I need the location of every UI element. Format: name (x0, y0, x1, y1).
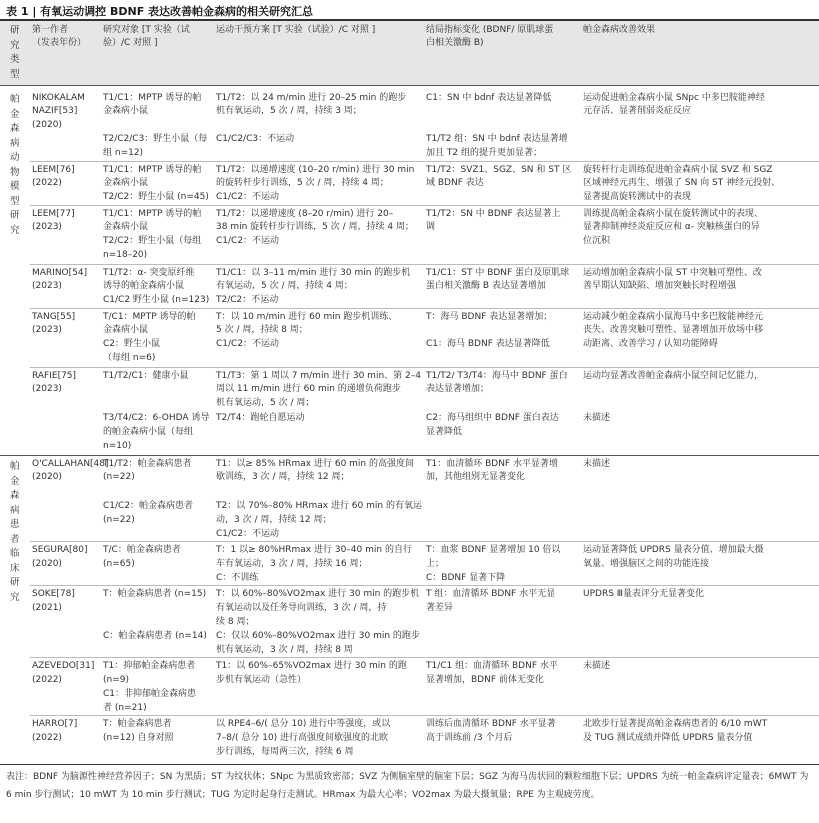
row-effect: 未描述 (583, 459, 611, 469)
row-intervention: T1：以 60%–65%VO2max 进行 30 min 的跑 (216, 661, 407, 671)
row-intervention: 38 min 旋转杆步行训练，5 次 / 周，持续 4 周； (216, 222, 414, 232)
row-intervention: T：1 以≥ 80%HRmax 进行 30–40 min 的自行 (216, 545, 412, 555)
row-separator (30, 264, 819, 265)
row-separator (30, 657, 819, 658)
row-subject: T1：抑郁帕金森病患者 (103, 661, 196, 671)
row-subject: 金森病小鼠 (103, 106, 149, 116)
row-effect: 运动显著降低 UPDRS 量表分值、增加最大摄 (583, 545, 764, 555)
row-author: AZEVEDO[31] (32, 661, 95, 671)
row-intervention: 机有氧运动，3 次 / 周，持续 8 周 (216, 645, 353, 655)
row-separator (30, 367, 819, 368)
row-subject: C1/C2 野生小鼠 (n=123) (103, 295, 210, 305)
row-author: LEEM[76] (32, 165, 75, 175)
row-effect: 区域神经元再生、增强了 SN 向 ST 神经元投射、 (583, 178, 781, 188)
row-author: O'CALLAHAN[48] (32, 459, 109, 469)
row-author: (2022) (32, 178, 62, 188)
row-intervention: C：仅以 60%–80%VO2max 进行 30 min 的跑步 (216, 631, 420, 641)
row-intervention: 步机有氧运动（急性） (216, 675, 307, 685)
row-subject: C1：非抑郁帕金森病患 (103, 689, 197, 699)
row-outcome: C1：海马 BDNF 表达显著降低 (426, 339, 550, 349)
row-intervention: T2/C2：不运动 (216, 295, 279, 305)
row-outcome: C：BDNF 显著下降 (426, 573, 506, 583)
row-subject: T1/C1：MPTP 诱导的帕 (103, 165, 202, 175)
row-intervention: C1/C2：不运动 (216, 236, 280, 246)
row-subject: (n=12) 自身对照 (103, 733, 174, 743)
row-intervention: T2：以 70%–80% HRmax 进行 60 min 的有氧运 (216, 501, 422, 511)
row-subject: (n=22) (103, 515, 135, 525)
row-outcome: 域 BDNF 表达 (426, 178, 484, 188)
row-intervention: 周以 11 m/min 进行 60 min 的递增负荷跑步 (216, 384, 401, 394)
row-effect: 显著提高旋转测试中的表现 (583, 192, 692, 202)
row-author: (2023) (32, 281, 62, 291)
row-author: (2022) (32, 675, 62, 685)
row-intervention: 续 8 周； (216, 617, 255, 627)
row-outcome: T：血浆 BDNF 显著增加 10 倍以 (426, 545, 561, 555)
row-author: NIKOKALAM (32, 93, 85, 103)
row-outcome: 蛋白相关激酶 B 表达显著增加 (426, 281, 546, 291)
row-effect: 运动促进帕金森病小鼠 SNpc 中多巴胺能神经 (583, 93, 765, 103)
row-outcome: T 组：血清循环 BDNF 水平无显 (426, 589, 556, 599)
row-outcome: 著差异 (426, 603, 454, 613)
row-author: HARRO[7] (32, 719, 78, 729)
row-intervention: T：以 10 m/min 进行 60 min 跑步机训练、 (216, 312, 398, 322)
row-intervention: T：以 60%–80%VO2max 进行 30 min 的跑步机 (216, 589, 420, 599)
table-title: 表 1 | 有氧运动调控 BDNF 表达改善帕金森病的相关研究汇总 (6, 5, 314, 18)
row-subject: C2：野生小鼠 (103, 339, 161, 349)
bottom-rule (0, 764, 819, 765)
header-author-2: （发表年份） (32, 38, 87, 48)
row-effect: 运动减少帕金森病小鼠海马中多巴胺能神经元 (583, 312, 764, 322)
row-effect: 氧量、增强脑区之间的功能连接 (583, 559, 710, 569)
row-subject: 诱导的帕金森病小鼠 (103, 281, 185, 291)
row-intervention: T1/T2：以递增速度 (8–20 r/min) 进行 20– (216, 209, 394, 219)
row-subject: C1/C2：帕金森病患者 (103, 501, 194, 511)
header-outcome-1: 结局指标变化 (BDNF/ 原肌球蛋 (426, 25, 554, 35)
row-subject: T1/T2：帕金森病患者 (103, 459, 192, 469)
row-intervention: 机有氧运动，5 次 / 周，持续 3 周； (216, 106, 362, 116)
row-author: (2023) (32, 325, 62, 335)
header-rule (0, 85, 819, 86)
row-separator (30, 715, 819, 716)
row-outcome: 加且 T2 组的提升更加显著； (426, 148, 542, 158)
row-effect: 丧失、改善突触可塑性、显著增加开放场中移 (583, 325, 764, 335)
row-intervention: 5 次 / 周，持续 8 周； (216, 325, 308, 335)
row-effect: 元存活、显著削弱炎症反应 (583, 106, 692, 116)
row-separator (30, 205, 819, 206)
header-author-1: 第一作者 (32, 25, 69, 35)
header-type: 研究类型 (10, 25, 20, 80)
row-subject: n=18–20) (103, 250, 148, 260)
row-subject: T1/T2/C1：健康小鼠 (103, 371, 189, 381)
row-intervention: C1/C2：不运动 (216, 192, 280, 202)
row-effect: 运动均显著改善帕金森病小鼠空间记忆能力， (583, 371, 764, 381)
row-outcome: T：海马 BDNF 表达显著增加； (426, 312, 553, 322)
row-author: (2020) (32, 472, 62, 482)
row-intervention: T1/T3：第 1 周以 7 m/min 进行 30 min、第 2–4 (216, 371, 421, 381)
row-effect: 未描述 (583, 413, 611, 423)
row-subject: T2/C2/C3：野生小鼠（每 (103, 134, 208, 144)
row-effect: 北欧步行显著提高帕金森病患者的 6/10 mWT (583, 719, 768, 729)
row-intervention: 以 RPE4–6/( 总分 10) 进行中等强度，或以 (216, 719, 391, 729)
row-intervention: T1：以≥ 85% HRmax 进行 60 min 的高强度间 (216, 459, 414, 469)
row-effect: 训练提高帕金森病小鼠在旋转测试中的表现、 (583, 209, 764, 219)
row-outcome: T1/C1 组：血清循环 BDNF 水平 (426, 661, 558, 671)
row-effect: 运动增加帕金森病小鼠 ST 中突触可塑性、改 (583, 268, 762, 278)
row-outcome: 显著降低 (426, 427, 463, 437)
row-subject: 组 n=12) (103, 148, 144, 158)
row-intervention: 有氧运动，5 次 / 周，持续 4 周； (216, 281, 353, 291)
group-separator (0, 455, 819, 456)
row-intervention: T2/T4：跑轮自愿运动 (216, 413, 305, 423)
row-outcome: T1/T2：SN 中 BDNF 表达显著上 (426, 209, 561, 219)
row-outcome: 上； (426, 559, 445, 569)
row-author: SEGURA[80] (32, 545, 88, 555)
row-author: RAFIE[75] (32, 371, 77, 381)
row-intervention: 7–8/( 总分 10) 进行高强度间歇强度的北欧 (216, 733, 389, 743)
row-subject: 金森病小鼠 (103, 178, 149, 188)
row-outcome: C2：海马组织中 BDNF 蛋白表达 (426, 413, 559, 423)
header-intervention: 运动干预方案 [T 实验（试验）/C 对照 ] (216, 25, 376, 35)
row-separator (30, 161, 819, 162)
header-outcome-2: 白相关激酶 B) (426, 38, 484, 48)
row-intervention: 歇训练，3 次 / 周，持续 12 周； (216, 472, 350, 482)
row-outcome: C1：SN 中 bdnf 表达显著降低 (426, 93, 552, 103)
row-author: MARINO[54] (32, 268, 88, 278)
row-subject: (n=9) (103, 675, 129, 685)
row-outcome: T1/T2：SVZ1、SGZ、SN 和 ST 区 (426, 165, 572, 175)
row-subject: T：帕金森病患者 (n=15) (103, 589, 207, 599)
row-subject: 金森病小鼠 (103, 325, 149, 335)
row-effect: UPDRS Ⅲ量表评分无显著变化 (583, 589, 704, 599)
row-outcome: 调 (426, 222, 436, 232)
row-intervention: T1/T2：以 24 m/min 进行 20–25 min 的跑步 (216, 93, 407, 103)
row-author: LEEM[77] (32, 209, 75, 219)
row-subject: n=10) (103, 441, 132, 451)
row-author: (2022) (32, 733, 62, 743)
row-subject: 者 (n=21) (103, 703, 147, 713)
row-subject: （每组 n=6) (103, 353, 156, 363)
row-author: (2023) (32, 384, 62, 394)
header-effect: 帕金森病改善效果 (583, 25, 656, 35)
row-intervention: T1/C1：以 3–11 m/min 进行 30 min 的跑步机 (216, 268, 411, 278)
row-outcome: T1/T2/ T3/T4：海马中 BDNF 蛋白 (426, 371, 568, 381)
row-subject: T2/C2：野生小鼠 (n=45) (103, 192, 209, 202)
row-effect: 善早期认知缺陷、增加突触长时程增强 (583, 281, 737, 291)
row-effect: 未描述 (583, 661, 611, 671)
row-outcome: 高于训练前 /3 个月后 (426, 733, 513, 743)
row-intervention: 步行训练，每周两三次，持续 6 周 (216, 747, 354, 757)
row-subject: 的帕金森病小鼠（每组 (103, 427, 194, 437)
row-intervention: 的旋转杆步行训练，5 次 / 周，持续 4 周； (216, 178, 389, 188)
row-author: (2020) (32, 120, 62, 130)
row-separator (30, 308, 819, 309)
row-intervention: C1/C2：不运动 (216, 339, 280, 349)
row-author: (2023) (32, 222, 62, 232)
row-outcome: 显著增加，BDNF 前体无变化 (426, 675, 544, 685)
row-intervention: 动，3 次 / 周，持续 12 周； (216, 515, 332, 525)
row-subject: 金森病小鼠 (103, 222, 149, 232)
row-outcome: 训练后血清循环 BDNF 水平显著 (426, 719, 556, 729)
table-note: 表注：BDNF 为脑源性神经营养因子；SN 为黑质；ST 为纹状体；SNpc 为黑质致密部；SVZ 为侧脑室壁的脑室下层；SGZ 为海马齿状回的颗粒细胞下层；UPDRS 为统一帕金森病评定量表；6MWT 为 6 min 步行测试；10 mWT 为 10 min 步行测试；TUG 为定时起身行走测试。HRmax 为最大心率；VO2max 为最大摄氧量；RPE 为主观疲劳度。 (6, 772, 809, 800)
row-intervention: T1/T2：以递增速度 (10–20 r/min) 进行 30 min (216, 165, 415, 175)
row-subject: (n=22) (103, 472, 135, 482)
row-subject: T1/C1：MPTP 诱导的帕 (103, 209, 202, 219)
row-subject: T/C：帕金森病患者 (103, 545, 181, 555)
row-subject: T1/C1：MPTP 诱导的帕 (103, 93, 202, 103)
row-outcome: 表达显著增加； (426, 384, 490, 394)
row-effect: 及 TUG 测试成绩并降低 UPDRS 量表分值 (583, 733, 753, 743)
group-label-clinical: 帕金森病患者临床研究 (10, 461, 20, 603)
group-label-animal: 帕金森病动物模型研究 (10, 94, 20, 236)
row-subject: T2/C2：野生小鼠（每组 (103, 236, 202, 246)
row-outcome: T1：血清循环 BDNF 水平显著增 (426, 459, 558, 469)
row-separator (30, 541, 819, 542)
row-subject: T1/T2：α- 突变原纤维 (103, 268, 195, 278)
header-subject-1: 研究对象 [T 实验（试 (103, 25, 190, 35)
row-intervention: 机有氧运动，5 次 / 周； (216, 398, 315, 408)
row-subject: C：帕金森病患者 (n=14) (103, 631, 207, 641)
row-outcome: T1/C1：ST 中 BDNF 蛋白及原肌球 (426, 268, 570, 278)
row-subject: T：帕金森病患者 (103, 719, 172, 729)
row-outcome: 加，其他组别无显著变化 (426, 472, 526, 482)
row-subject: (n=65) (103, 559, 135, 569)
row-effect: 旋转杆行走训练促进帕金森病小鼠 SVZ 和 SGZ (583, 165, 773, 175)
row-author: NAZIF[53] (32, 106, 78, 116)
row-separator (30, 585, 819, 586)
row-subject: T3/T4/C2：6-OHDA 诱导 (103, 413, 210, 423)
header-subject-2: 验）/C 对照 ] (103, 38, 158, 48)
row-effect: 显著抑制神经炎症反应和 α- 突触核蛋白的异 (583, 222, 760, 232)
row-intervention: C1/C2：不运动 (216, 529, 280, 539)
row-author: SOKE[78] (32, 589, 75, 599)
row-author: (2020) (32, 559, 62, 569)
row-subject: T/C1：MPTP 诱导的帕 (103, 312, 196, 322)
row-intervention: 有氧运动以及任务导向训练，3 次 / 周，持 (216, 603, 387, 613)
row-intervention: C1/C2/C3：不运动 (216, 134, 295, 144)
row-author: (2021) (32, 603, 62, 613)
row-intervention: 车有氧运动，3 次 / 周，持续 16 周； (216, 559, 368, 569)
row-outcome: T1/T2 组：SN 中 bdnf 表达显著增 (426, 134, 568, 144)
row-effect: 动距离、改善学习 / 认知功能障碍 (583, 339, 718, 349)
row-intervention: C：不训练 (216, 573, 259, 583)
row-effect: 位沉积 (583, 236, 611, 246)
row-author: TANG[55] (32, 312, 76, 322)
